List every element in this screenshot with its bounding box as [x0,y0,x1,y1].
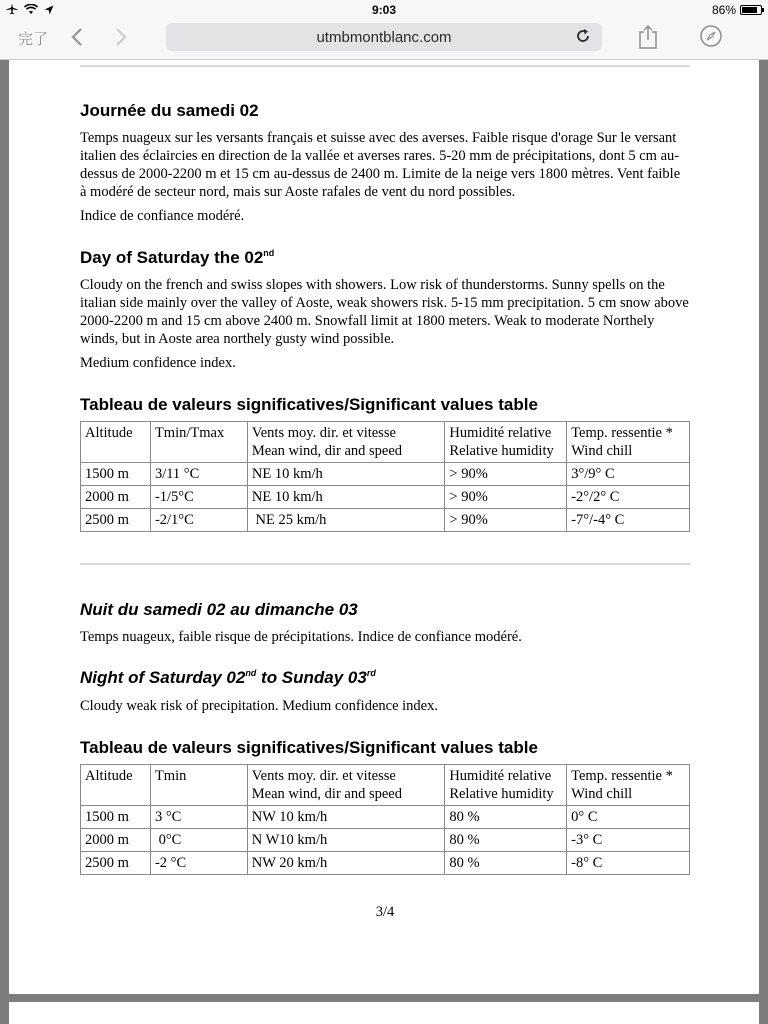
browser-toolbar [0,20,768,60]
section2-text-en: Cloudy weak risk of precipitation. Medium confidence index. [80,698,438,714]
table-row [81,852,690,875]
table-cell: 3/11 °C [150,463,247,486]
next-page [9,1002,759,1024]
table-header-row [81,422,690,463]
compass-button[interactable] [699,24,723,53]
divider [80,65,690,67]
page-number: 3/4 [375,904,395,920]
table-cell: -3° C [567,829,690,852]
table-header-row [81,765,690,806]
values-table-2 [80,764,690,875]
table-cell: 0°C [150,829,247,852]
header-cell: Altitude [81,765,151,806]
table-cell: NW 20 km/h [247,852,445,875]
table-cell: 0° C [567,806,690,829]
section1-text-fr: Temps nuageux sur les versants français et suisse avec des averses. Faible risque d'orage Sur le versant italien des éclaircies en direction de la vallée et averses rares. 5-20 mm de précipitations, dont 5 cm au-dessus de 2000-2200 m et 15 cm au-dessus de 2400 m. Limite de la neige vers 1800 mètres. Vent faible à modéré de secteur nord, mais sur Aoste rafales de vent du nord possibles. [80,130,681,200]
divider [80,563,690,565]
share-button[interactable] [637,24,659,55]
table-cell: -2°/2° C [567,486,690,509]
table-cell: N W10 km/h [247,829,445,852]
table-cell: 3 °C [150,806,247,829]
section2-title-fr: Nuit du samedi 02 au dimanche 03 [80,600,358,619]
table-cell: NE 25 km/h [247,509,445,532]
table-cell: -7°/-4° C [567,509,690,532]
share-icon [637,24,659,50]
table-cell: 80 % [445,829,567,852]
table-cell: 80 % [445,852,567,875]
table-row [81,806,690,829]
chevron-right-icon [114,26,128,48]
table-cell: -8° C [567,852,690,875]
table-row [81,463,690,486]
header-cell: Tmin/Tmax [150,422,247,463]
table-cell: 1500 m [81,806,151,829]
section1-title-en [80,248,274,268]
section2-title-en [80,668,376,688]
battery-icon [740,5,762,15]
table-cell: 1500 m [81,463,151,486]
table-cell: -1/5°C [150,486,247,509]
table-cell: 3°/9° C [567,463,690,486]
header-cell: Altitude [81,422,151,463]
table-cell: 2500 m [81,509,151,532]
battery-percent: 86% [711,3,736,17]
table-cell: -2 °C [150,852,247,875]
header-cell: Vents moy. dir. et vitesse Mean wind, dir and speed [247,765,445,806]
table-cell: 80 % [445,806,567,829]
table-cell: > 90% [445,509,567,532]
table-cell: -2/1°C [150,509,247,532]
reload-icon [574,27,592,45]
table1-title: Tableau de valeurs significatives/Significant values table [80,395,538,414]
table-cell: NE 10 km/h [247,486,445,509]
section2-title-en-sup-b: rd [366,668,376,678]
table-cell: 2500 m [81,852,151,875]
section1-title-en-sup: nd [263,248,275,258]
section1-title-en-text: Day of Saturday the 02 [80,248,264,267]
back-button[interactable] [70,26,84,54]
address-bar[interactable] [166,23,602,51]
status-bar [0,0,768,20]
header-cell: Temp. ressentie * Wind chill [567,765,690,806]
header-cell: Humidité relative Relative humidity [445,422,567,463]
section1-text-en: Cloudy on the french and swiss slopes with showers. Low risk of thunderstorms. Sunny spells on the italian side mainly over the valley of Aoste, weak showers risk. 5-15 mm precipitation. 5 cm snow above 2000-2200 m and 15 cm above 2400 m. Snowfall limit at 1800 meters. Weak to moderate Northely winds, but in Aoste area northely gusty wind possible. [80,277,689,347]
document-page [9,60,759,994]
table-cell: 2000 m [81,486,151,509]
section2-title-en-sup-a: nd [245,668,257,678]
values-table-1 [80,421,690,532]
forward-button[interactable] [114,26,128,54]
url-text: utmbmontblanc.com [316,29,452,46]
table-cell: NW 10 km/h [247,806,445,829]
done-button[interactable]: 完了 [18,31,49,48]
table-cell: > 90% [445,463,567,486]
section1-confidence-en: Medium confidence index. [80,355,236,371]
status-time: 9:03 [371,3,397,17]
header-cell: Tmin [150,765,247,806]
table-cell: NE 10 km/h [247,463,445,486]
table-cell: > 90% [445,486,567,509]
section1-confidence-fr: Indice de confiance modéré. [80,208,245,224]
compass-icon [699,24,723,48]
section1-title-fr: Journée du samedi 02 [80,101,259,120]
header-cell: Humidité relative Relative humidity [445,765,567,806]
section2-title-en-text-b: to Sunday 03 [256,668,367,687]
table2-title: Tableau de valeurs significatives/Significant values table [80,738,538,757]
section2-title-en-text-a: Night of Saturday 02 [80,668,246,687]
section2-text-fr: Temps nuageux, faible risque de précipitations. Indice de confiance modéré. [80,629,522,645]
table-row [81,486,690,509]
table-row [81,509,690,532]
header-cell: Temp. ressentie * Wind chill [567,422,690,463]
table-row [81,829,690,852]
table-cell: 2000 m [81,829,151,852]
chevron-left-icon [70,26,84,48]
reload-button[interactable] [574,27,592,50]
status-right [712,3,762,17]
header-cell: Vents moy. dir. et vitesse Mean wind, dir and speed [247,422,445,463]
